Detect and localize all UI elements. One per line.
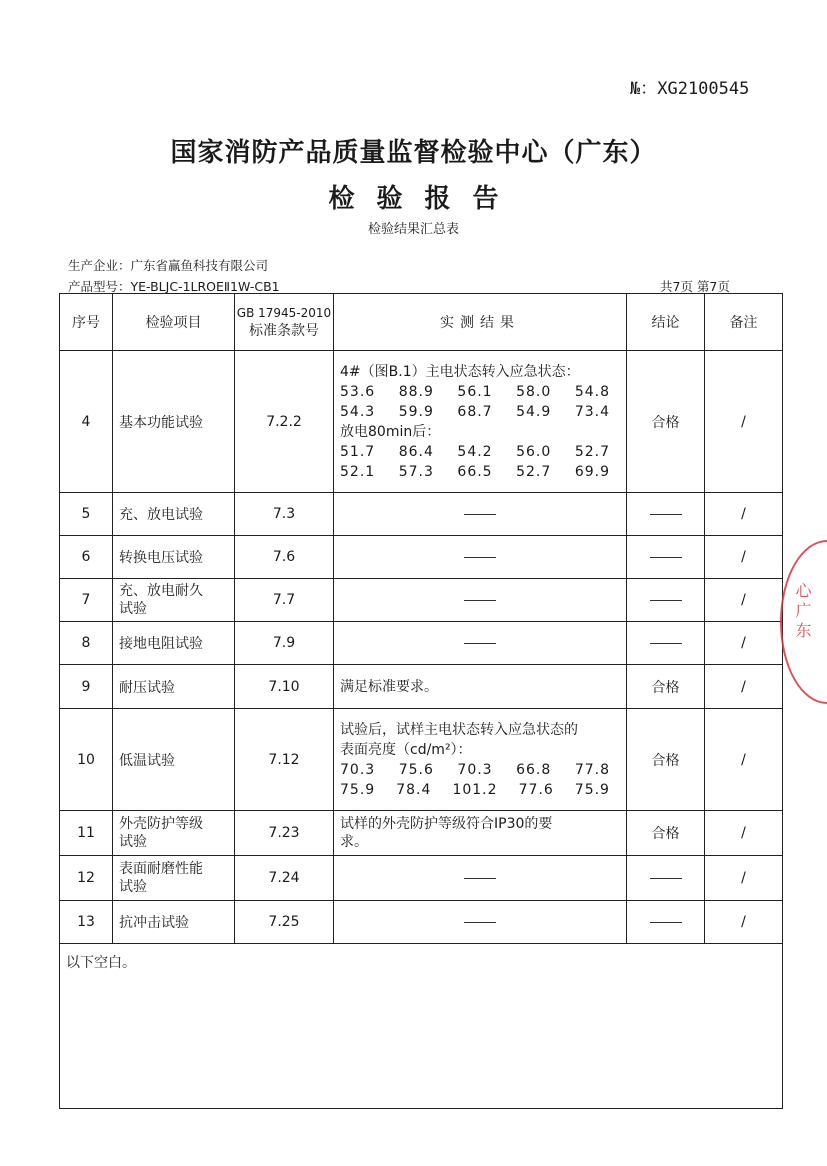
table-row: [60, 351, 783, 493]
row-item: 充、放电试验: [113, 493, 235, 536]
row-note: /: [705, 536, 783, 579]
result-line: 求。: [340, 834, 368, 850]
row-note: /: [705, 351, 783, 493]
row-seq: 12: [60, 856, 113, 901]
row-conclusion: 合格: [627, 709, 705, 811]
manufacturer: 生产企业：广东省赢鱼科技有限公司: [68, 258, 269, 273]
row-conclusion: [627, 493, 705, 536]
value: 73.4: [574, 403, 610, 420]
value: 101.2: [452, 781, 498, 798]
row-clause: 7.6: [235, 536, 334, 579]
value: 52.7: [574, 443, 610, 460]
row-item-line: 试验: [119, 834, 147, 850]
row-clause: 7.7: [235, 579, 334, 622]
result-line: 4#（图B.1）主电状态转入应急状态：: [340, 363, 580, 380]
result-line: 试验后，试样主电状态转入应急状态的: [340, 721, 578, 738]
value: 58.0: [516, 383, 552, 400]
value: 56.0: [516, 443, 552, 460]
results-table: [59, 293, 783, 1109]
value: 77.8: [574, 761, 610, 778]
value: 53.6: [340, 383, 376, 400]
row-seq: 5: [60, 493, 113, 536]
row-conclusion: [627, 536, 705, 579]
seal-stamp: [780, 540, 827, 704]
dash-mark: [650, 643, 682, 644]
row-seq: 13: [60, 901, 113, 944]
institution-title: 国家消防产品质量监督检验中心（广东）: [170, 138, 657, 168]
result-values: [340, 442, 620, 462]
product-model: 产品型号：YE-BLJC-1LROEⅡ1W-CB1: [68, 279, 280, 294]
value: 77.6: [518, 781, 554, 798]
row-conclusion: [627, 901, 705, 944]
dash-mark: [464, 514, 496, 515]
value: 54.9: [516, 403, 552, 420]
dash-mark: [650, 878, 682, 879]
dash-mark: [650, 922, 682, 923]
header-standard: [235, 294, 334, 351]
row-result: [334, 536, 627, 579]
result-values: [340, 462, 620, 482]
row-result: [334, 811, 627, 856]
row-item: 转换电压试验: [113, 536, 235, 579]
table-row: [60, 622, 783, 665]
row-note: /: [705, 665, 783, 709]
row-seq: 6: [60, 536, 113, 579]
row-note: /: [705, 622, 783, 665]
table-row: [60, 901, 783, 944]
value: 57.3: [398, 463, 434, 480]
header-item: 检验项目: [113, 294, 235, 351]
result-line: 表面亮度（cd/m²）：: [340, 741, 472, 758]
table-row: [60, 709, 783, 811]
value: 75.9: [574, 781, 610, 798]
row-conclusion: [627, 622, 705, 665]
row-conclusion: [627, 856, 705, 901]
table-row: [60, 811, 783, 856]
value: 69.9: [574, 463, 610, 480]
value: 52.7: [516, 463, 552, 480]
table-row: [60, 665, 783, 709]
row-result: [334, 493, 627, 536]
row-conclusion: 合格: [627, 351, 705, 493]
report-number: №：XG2100545: [630, 79, 750, 99]
row-result: [334, 901, 627, 944]
row-item: [113, 811, 235, 856]
row-item: 耐压试验: [113, 665, 235, 709]
value: 88.9: [398, 383, 434, 400]
dash-mark: [464, 643, 496, 644]
row-item: [113, 856, 235, 901]
row-item-line: 充、放电耐久: [119, 583, 203, 599]
row-item: 抗冲击试验: [113, 901, 235, 944]
row-note: /: [705, 811, 783, 856]
row-clause: 7.23: [235, 811, 334, 856]
value: 66.5: [457, 463, 493, 480]
row-item: 低温试验: [113, 709, 235, 811]
report-title: 检验报告: [328, 184, 521, 214]
value: 78.4: [396, 781, 432, 798]
row-clause: 7.25: [235, 901, 334, 944]
dash-mark: [650, 557, 682, 558]
row-item-line: 表面耐磨性能: [119, 861, 203, 877]
value: 52.1: [340, 463, 376, 480]
value: 54.2: [457, 443, 493, 460]
result-values: [340, 382, 620, 402]
dash-mark: [650, 600, 682, 601]
row-seq: 7: [60, 579, 113, 622]
dash-mark: [464, 878, 496, 879]
header-row: [60, 294, 783, 351]
header-standard-code: GB 17945-2010: [236, 306, 332, 320]
row-note: /: [705, 493, 783, 536]
result-line: 试样的外壳防护等级符合IP30的要: [340, 816, 553, 832]
row-item-line: 外壳防护等级: [119, 816, 203, 832]
row-note: /: [705, 856, 783, 901]
value: 75.9: [340, 781, 376, 798]
result-line: 放电80min后：: [340, 423, 441, 440]
row-item-line: 试验: [119, 879, 147, 895]
row-result: [334, 709, 627, 811]
row-seq: 4: [60, 351, 113, 493]
header-note: 备注: [705, 294, 783, 351]
row-note: /: [705, 901, 783, 944]
row-seq: 9: [60, 665, 113, 709]
table-row: [60, 579, 783, 622]
table-title: 检验结果汇总表: [367, 222, 459, 237]
value: 66.8: [516, 761, 552, 778]
row-result: [334, 351, 627, 493]
row-result: [334, 579, 627, 622]
dash-mark: [464, 922, 496, 923]
dash-mark: [464, 600, 496, 601]
value: 54.8: [574, 383, 610, 400]
seal-stamp-text: 心广东: [793, 582, 812, 642]
result-values: [340, 760, 620, 780]
header-standard-clause: 标准条款号: [249, 323, 319, 339]
row-clause: 7.3: [235, 493, 334, 536]
value: 51.7: [340, 443, 376, 460]
row-item: 基本功能试验: [113, 351, 235, 493]
value: 68.7: [457, 403, 493, 420]
row-conclusion: [627, 579, 705, 622]
row-conclusion: 合格: [627, 811, 705, 856]
row-result: [334, 856, 627, 901]
value: 56.1: [457, 383, 493, 400]
row-clause: 7.12: [235, 709, 334, 811]
row-clause: 7.9: [235, 622, 334, 665]
table-row: [60, 536, 783, 579]
result-values: [340, 402, 620, 422]
table-row: [60, 856, 783, 901]
dash-mark: [464, 557, 496, 558]
result-values: [340, 780, 620, 800]
row-clause: 7.24: [235, 856, 334, 901]
blank-row: [60, 944, 783, 1109]
row-item-line: 试验: [119, 601, 147, 617]
table-row: [60, 493, 783, 536]
header-conclusion: 结论: [627, 294, 705, 351]
page-info: 共7页 第7页: [660, 279, 730, 294]
row-seq: 8: [60, 622, 113, 665]
row-result: [334, 622, 627, 665]
blank-remark: 以下空白。: [60, 944, 783, 1109]
header-seq: 序号: [60, 294, 113, 351]
value: 70.3: [340, 761, 376, 778]
row-note: /: [705, 709, 783, 811]
value: 59.9: [398, 403, 434, 420]
row-seq: 11: [60, 811, 113, 856]
dash-mark: [650, 514, 682, 515]
row-clause: 7.10: [235, 665, 334, 709]
row-conclusion: 合格: [627, 665, 705, 709]
value: 54.3: [340, 403, 376, 420]
row-seq: 10: [60, 709, 113, 811]
row-clause: 7.2.2: [235, 351, 334, 493]
row-item: [113, 579, 235, 622]
row-item: 接地电阻试验: [113, 622, 235, 665]
row-result: 满足标准要求。: [334, 665, 627, 709]
value: 70.3: [457, 761, 493, 778]
row-note: /: [705, 579, 783, 622]
header-result: 实测结果: [334, 294, 627, 351]
value: 86.4: [398, 443, 434, 460]
value: 75.6: [398, 761, 434, 778]
